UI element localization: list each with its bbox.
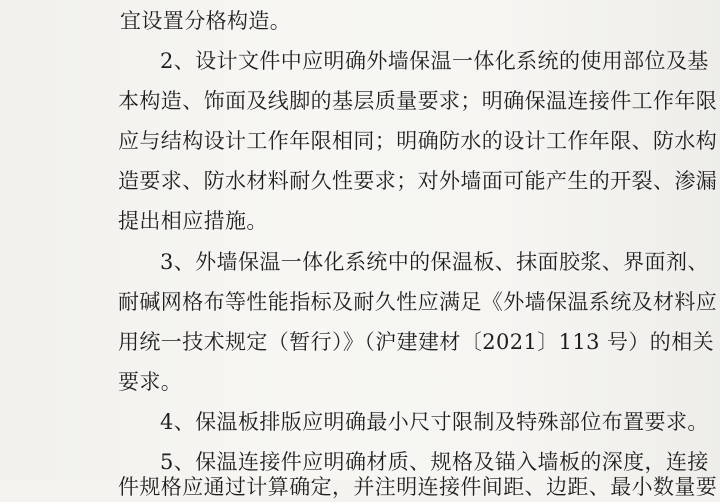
- text-line: 要求。: [118, 370, 183, 394]
- text-line: 提出相应措施。: [118, 209, 268, 233]
- text-line: 4、保温板排版应明确最小尺寸限制及特殊部位布置要求。: [160, 410, 709, 434]
- text-line: 件规格应通过计算确定，并注明连接件间距、边距、最小数量要: [118, 475, 718, 499]
- text-line: 耐碱网格布等性能指标及耐久性应满足《外墙保温系统及材料应: [118, 290, 718, 314]
- text-line: 2、设计文件中应明确外墙保温一体化系统的使用部位及基: [160, 49, 709, 73]
- text-line: 3、外墙保温一体化系统中的保温板、抹面胶浆、界面剂、: [160, 250, 709, 274]
- text-line: 造要求、防水材料耐久性要求；对外墙面可能产生的开裂、渗漏: [118, 169, 718, 193]
- text-line: 用统一技术规定（暂行）》（沪建建材〔2021〕113 号）的相关: [118, 330, 714, 354]
- text-line: 宜设置分格构造。: [120, 9, 292, 33]
- text-line: 应与结构设计工作年限相同；明确防水的设计工作年限、防水构: [118, 129, 718, 153]
- text-line: 5、保温连接件应明确材质、规格及锚入墙板的深度，连接: [160, 450, 709, 474]
- text-line: 本构造、饰面及线脚的基层质量要求；明确保温连接件工作年限: [118, 89, 718, 113]
